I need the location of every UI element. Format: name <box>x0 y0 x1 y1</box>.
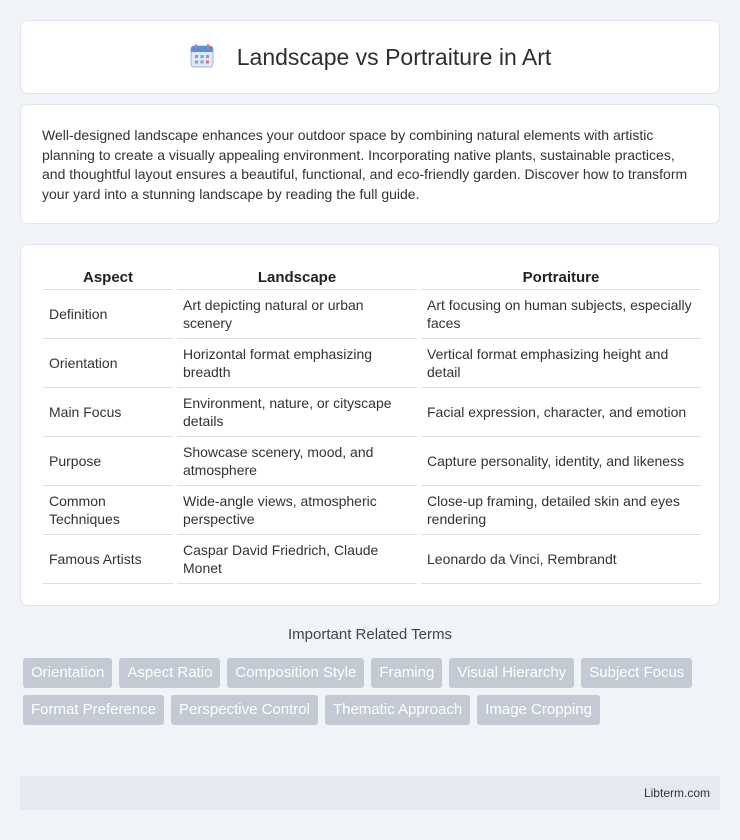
table-cell: Vertical format emphasizing height and detail <box>421 339 701 388</box>
title-card <box>20 20 720 94</box>
tag-format-preference[interactable]: Format Preference <box>23 695 164 725</box>
column-header-portraiture: Portraiture <box>421 264 701 290</box>
table-row <box>43 535 701 584</box>
table-row <box>43 290 701 339</box>
footer-site-link[interactable]: Libterm.com <box>643 786 710 800</box>
table-cell: Wide-angle views, atmospheric perspective <box>177 486 417 535</box>
table-cell: Orientation <box>43 339 173 388</box>
tag-thematic-approach[interactable]: Thematic Approach <box>325 695 470 725</box>
related-terms-tags <box>23 658 723 732</box>
table-cell: Facial expression, character, and emotion <box>421 388 701 437</box>
table-cell: Environment, nature, or cityscape details <box>177 388 417 437</box>
table-cell: Art focusing on human subjects, especially faces <box>421 290 701 339</box>
table-cell: Capture personality, identity, and likeness <box>421 437 701 486</box>
table-cell: Main Focus <box>43 388 173 437</box>
tag-aspect-ratio[interactable]: Aspect Ratio <box>119 658 220 688</box>
intro-card <box>20 104 720 224</box>
tag-orientation[interactable]: Orientation <box>23 658 112 688</box>
table-cell: Famous Artists <box>43 535 173 584</box>
tag-image-cropping[interactable]: Image Cropping <box>477 695 600 725</box>
table-row <box>43 339 701 388</box>
related-terms-title: Important Related Terms <box>288 626 452 643</box>
table-cell: Caspar David Friedrich, Claude Monet <box>177 535 417 584</box>
table-cell: Showcase scenery, mood, and atmosphere <box>177 437 417 486</box>
table-cell: Close-up framing, detailed skin and eyes rendering <box>421 486 701 535</box>
table-row <box>43 486 701 535</box>
table-row <box>43 388 701 437</box>
intro-text: Well-designed landscape enhances your outdoor space by combining natural elements with artistic planning to create a visually appealing environment. Incorporating native plants, sustainable practices, and thoughtful layout ensures a beautiful, functional, and eco-friendly garden. Discover how to transform your yard into a stunning landscape by reading the full guide. <box>42 127 688 202</box>
tag-framing[interactable]: Framing <box>371 658 442 688</box>
tag-composition-style[interactable]: Composition Style <box>227 658 364 688</box>
tag-perspective-control[interactable]: Perspective Control <box>171 695 318 725</box>
footer <box>20 776 720 810</box>
comparison-table <box>39 264 705 584</box>
table-cell: Horizontal format emphasizing breadth <box>177 339 417 388</box>
column-header-landscape: Landscape <box>177 264 417 290</box>
table-cell: Common Techniques <box>43 486 173 535</box>
calendar-grid-icon <box>189 43 215 69</box>
table-header-row <box>43 264 701 290</box>
table-row <box>43 437 701 486</box>
table-cell: Purpose <box>43 437 173 486</box>
tag-visual-hierarchy[interactable]: Visual Hierarchy <box>449 658 574 688</box>
page-title: Landscape vs Portraiture in Art <box>236 43 552 70</box>
column-header-aspect: Aspect <box>43 264 173 290</box>
table-cell: Definition <box>43 290 173 339</box>
comparison-table-card <box>20 244 720 606</box>
tag-subject-focus[interactable]: Subject Focus <box>581 658 692 688</box>
table-cell: Leonardo da Vinci, Rembrandt <box>421 535 701 584</box>
table-cell: Art depicting natural or urban scenery <box>177 290 417 339</box>
